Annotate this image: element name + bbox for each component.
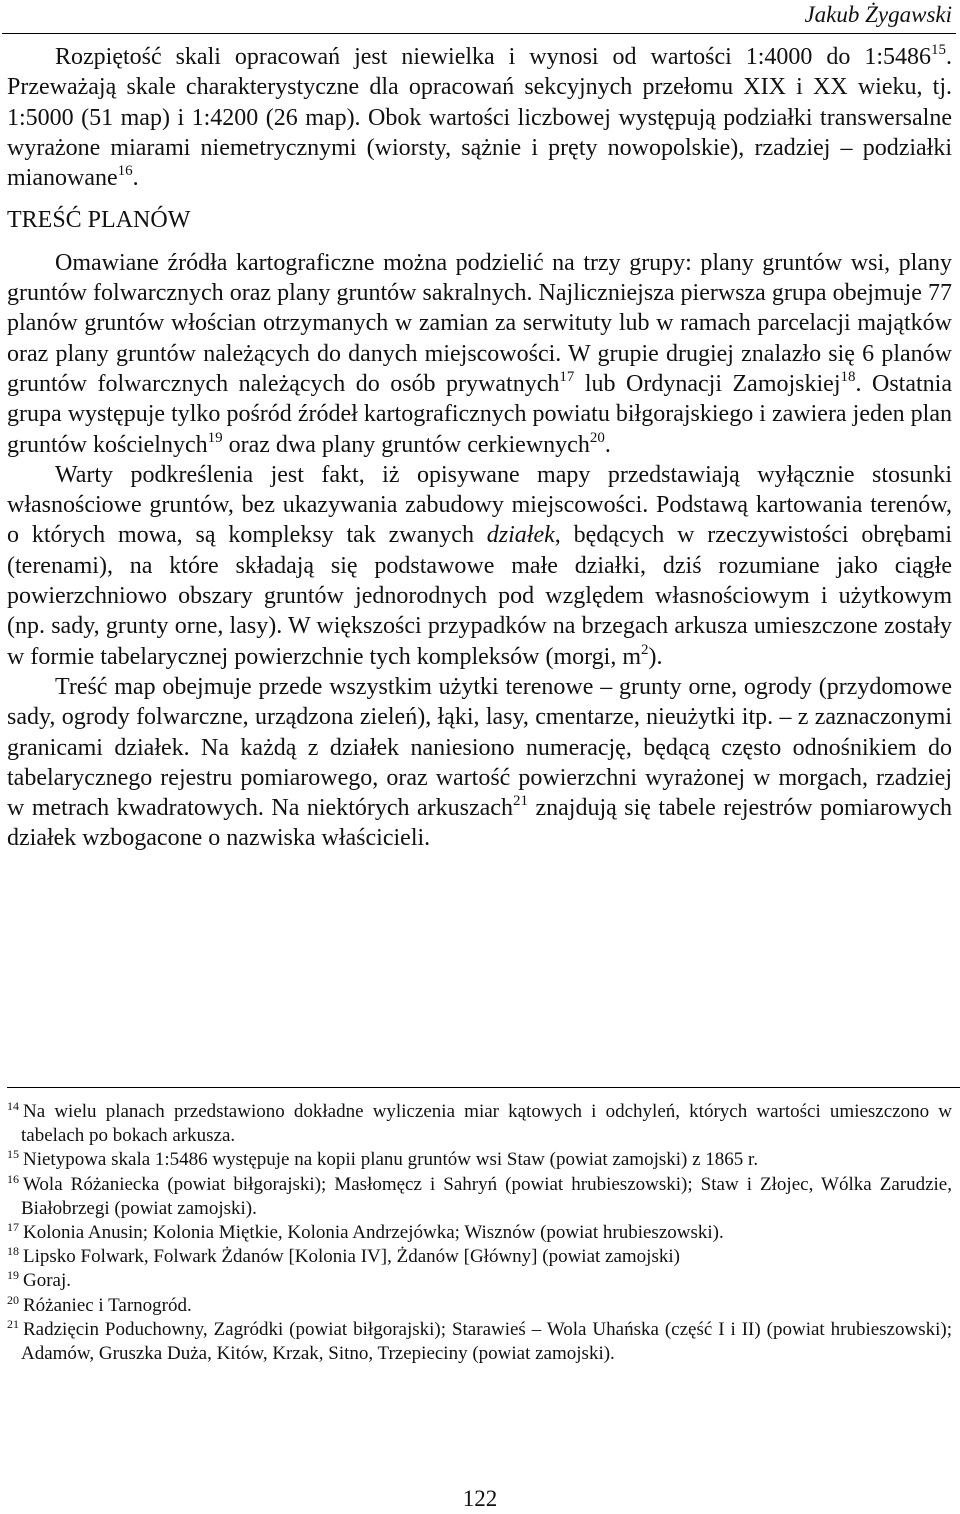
section-heading: TREŚĆ PLANÓW (7, 207, 191, 234)
footnote (7, 1173, 952, 1221)
header-rule (2, 33, 956, 34)
text-span: Treść map obejmuje przede wszystkim użytki terenowe – grunty orne, ogrody (przydomowe sady, ogrody folwarczne, urządzona zieleń), łąki, lasy, cmentarze, nieużytki itp. – z zaznaczonymi granicami działek. Na każdą z działek naniesiono numerację, będącą często odnośnikiem do tabelarycznego rejestru pomiarowego, oraz wartość powierzchni wyrażonej w morgach, rzadziej w metrach kwadratowych. Na niektórych arkuszach (7, 673, 952, 822)
footnote-rule (7, 1087, 960, 1088)
footnote-text: Nietypowa skala 1:5486 występuje na kopii planu gruntów wsi Staw (powiat zamojski) z 1865 r. (23, 1149, 759, 1171)
footnote-text: Radzięcin Poduchowny, Zagródki (powiat biłgorajski); Starawieś – Wola Uhańska (część I i II) (powiat hrubieszowski); Adamów, Gruszka Duża, Kitów, Krzak, Sitno, Trzepieciny (powiat zamojski). (21, 1318, 952, 1365)
running-header (0, 0, 958, 34)
text-span: . (132, 165, 139, 192)
paragraph-scale (7, 42, 952, 193)
running-header-author: Jakub Żygawski (804, 2, 952, 27)
footnote-text: Na wielu planach przedstawiono dokładne wyliczenia miar kątowych i odchyleń, których wartości umieszczono w tabelach po bokach arkusza. (21, 1101, 952, 1147)
text-span: . Przeważają skale charakterystyczne dla opracowań sekcyjnych przełomu XIX i XX wieku, tj. 1:5000 (51 map) i 1:4200 (26 map). Obok wartości liczbowej występują podziałki transwersalne wyrażone miarami niemetrycznymi (wiorsty, sążnie i pręty nowopolskie), rzadziej – podziałki mianowane (7, 44, 952, 192)
footnote-text: Goraj. (23, 1270, 72, 1292)
footnote (7, 1245, 952, 1269)
footnote-ref[interactable]: 20 (589, 429, 605, 446)
main-text (7, 42, 952, 854)
footnote-ref[interactable]: 17 (559, 368, 575, 385)
footnote (7, 1294, 952, 1318)
text-span: Rozpiętość skali opracowań jest niewielka i wynosi od wartości 1:4000 do 1:5486 (55, 44, 931, 70)
footnote (7, 1221, 952, 1245)
text-span: lub Ordynacji Zamojskiej (574, 370, 841, 397)
footnote-ref[interactable]: 18 (840, 368, 856, 385)
footnotes (7, 1100, 952, 1366)
footnote-ref[interactable]: 21 (512, 793, 528, 810)
footnote-text: Różaniec i Tarnogród. (23, 1294, 192, 1316)
text-span: ). (648, 643, 663, 670)
emphasis-term: działek (486, 522, 555, 549)
footnote-ref[interactable]: 15 (931, 42, 946, 58)
footnote-text: Wola Różaniecka (powiat biłgorajski); Masłomęcz i Sahryń (powiat hrubieszowski); Staw i Złojec, Wólka Zarudzie, Białobrzegi (powiat zamojski). (21, 1173, 952, 1219)
text-span: . Ostatnia grupa występuje tylko pośród źródeł kartograficznych powiatu biłgorajskiego i zawiera jeden plan gruntów kościelnych (7, 370, 952, 458)
footnote-ref[interactable]: 19 (207, 429, 223, 446)
footnote-number: 17 (7, 1220, 19, 1235)
footnote (7, 1318, 952, 1366)
text-span: Omawiane źródła kartograficzne można podzielić na trzy grupy: plany gruntów wsi, plany gruntów folwarcznych oraz plany gruntów sakralnych. Najliczniejsza pierwsza grupa obejmuje 77 planów gruntów włościan otrzymanych w zamian za serwituty lub w ramach parcelacji majątków oraz plany gruntów należących do danych miejscowości. W grupie drugiej znalazło się 6 planów gruntów folwarcznych należących do osób prywatnych (7, 249, 952, 397)
footnote (7, 1100, 952, 1148)
paragraph-content (7, 672, 952, 854)
text-span: . (604, 431, 611, 458)
footnote-text: Kolonia Anusin; Kolonia Miętkie, Kolonia Andrzejówka; Wisznów (powiat hrubieszowski). (23, 1222, 724, 1244)
footnote-number: 18 (7, 1244, 19, 1259)
footnote-number: 15 (7, 1147, 19, 1162)
text-span: oraz dwa plany gruntów cerkiewnych (222, 431, 590, 458)
page-number: 122 (462, 1486, 498, 1511)
footnote-ref[interactable]: 16 (117, 163, 133, 180)
text-span: znajdują się tabele rejestrów pomiarowych działek wzbogacone o nazwiska właścicieli. (7, 795, 952, 852)
superscript: 2 (641, 641, 649, 658)
footnote-number: 14 (7, 1099, 19, 1113)
footnote-number: 19 (7, 1268, 19, 1283)
footnote-text: Lipsko Folwark, Folwark Żdanów [Kolonia IV], Żdanów [Główny] (powiat zamojski) (23, 1246, 680, 1268)
footnote-number: 16 (7, 1171, 19, 1186)
footnote (7, 1269, 952, 1293)
paragraph-groups (7, 248, 952, 460)
paragraph-ownership (7, 460, 952, 672)
text-span: , będących w rzeczywistości obrębami (terenami), na które składają się podstawowe małe działki, dziś rozumiane jako ciągłe powierzchniowo obszary gruntów jednorodnych pod względem własnościowym i użytkowym (np. sady, grunty orne, lasy). W większości przypadków na brzegach arkusza umieszczone zostały w formie tabelarycznej powierzchnie tych kompleksów (morgi, m (7, 522, 952, 670)
text-span: Warty podkreślenia jest fakt, iż opisywane mapy przedstawiają wyłącznie stosunki własnościowe gruntów, bez ukazywania zabudowy miejscowości. Podstawą kartowania terenów, o których mowa, są kompleksy tak zwanych (7, 461, 952, 549)
footnote-number: 20 (7, 1292, 19, 1307)
footnote (7, 1148, 952, 1172)
footnote-number: 21 (7, 1316, 19, 1331)
